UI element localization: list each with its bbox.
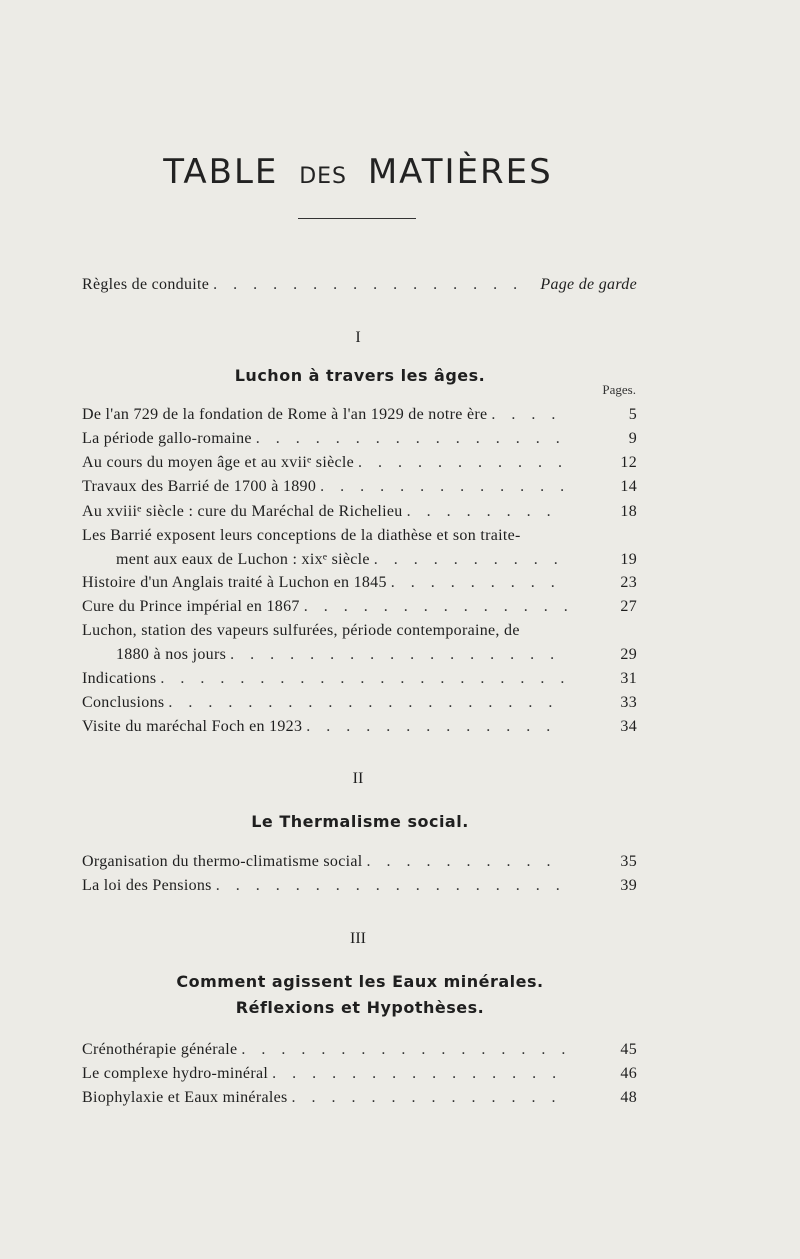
entry-text: Indications — [82, 670, 157, 687]
entry-text: Au cours du moyen âge et au xviiᵉ siècle — [82, 454, 355, 471]
toc-entry — [82, 850, 637, 874]
toc-entry — [82, 874, 637, 898]
dot-leader — [288, 1086, 567, 1110]
dot-leader — [363, 850, 567, 874]
dot-leader — [354, 451, 567, 475]
toc-entry — [82, 715, 637, 739]
toc-entry — [82, 500, 637, 524]
toc-entry — [82, 667, 637, 691]
entry-text-line1: Les Barrié exposent leurs conceptions de la diathèse et son traite- — [82, 527, 521, 544]
section-title: Le Thermalisme social. — [251, 812, 469, 831]
title-word-des: DES — [299, 164, 348, 189]
entry-text-line1: Luchon, station des vapeurs sulfurées, période contemporaine, de — [82, 622, 520, 639]
entry-text: Visite du maréchal Foch en 1923 — [82, 718, 303, 735]
entry-page: 5 — [628, 406, 637, 423]
entry-text: De l'an 729 de la fondation de Rome à l'an 1929 de notre ère — [82, 406, 488, 423]
entry-page: 39 — [620, 877, 637, 894]
toc-entry — [82, 524, 637, 572]
toc-entry — [82, 1086, 637, 1110]
entry-page: 33 — [620, 694, 637, 711]
entry-page: 19 — [620, 551, 637, 568]
pages-column-label: Pages. — [602, 382, 636, 397]
title-divider — [298, 218, 416, 219]
title-word-table: TABLE — [163, 152, 279, 192]
entry-text: Organisation du thermo-climatisme social — [82, 853, 363, 870]
entry-text: 1880 à nos jours — [116, 646, 227, 663]
entry-page: 12 — [620, 454, 637, 471]
entry-text: Au xviiiᵉ siècle : cure du Maréchal de Richelieu — [82, 503, 403, 520]
dot-leader — [164, 691, 567, 715]
page-title — [0, 152, 716, 192]
entry-text: Cure du Prince impérial en 1867 — [82, 598, 300, 615]
entry-text: La période gallo-romaine — [82, 430, 252, 447]
toc-entry — [82, 691, 637, 715]
entry-text: Travaux des Barrié de 1700 à 1890 — [82, 478, 317, 495]
entry-page: 9 — [628, 430, 637, 447]
entry-page: Page de garde — [540, 276, 637, 293]
entry-page: 29 — [620, 646, 637, 663]
entry-page: 18 — [620, 503, 637, 520]
dot-leader — [300, 595, 567, 619]
dot-leader — [403, 500, 567, 524]
entry-page: 48 — [620, 1089, 637, 1106]
section-title: Luchon à travers les âges. — [234, 366, 486, 385]
title-word-matieres: MATIÈRES — [367, 152, 553, 192]
toc-entry — [82, 571, 637, 595]
entry-text: Le complexe hydro-minéral — [82, 1065, 269, 1082]
toc-entry-front — [82, 273, 637, 297]
dot-leader — [268, 1062, 567, 1086]
toc-entry — [82, 619, 637, 667]
toc-entry — [82, 403, 637, 427]
toc-entry — [82, 595, 637, 619]
dot-leader — [212, 874, 567, 898]
dot-leader — [209, 273, 530, 297]
entry-page: 23 — [620, 574, 637, 591]
dot-leader — [252, 427, 567, 451]
entry-text: Conclusions — [82, 694, 165, 711]
entry-page: 46 — [620, 1065, 637, 1082]
entry-page: 14 — [620, 478, 637, 495]
dot-leader — [316, 475, 567, 499]
toc-entry — [82, 1062, 637, 1086]
section-number: III — [350, 930, 366, 947]
entry-text: Règles de conduite — [82, 276, 210, 293]
entry-page: 34 — [620, 718, 637, 735]
toc-entry — [82, 427, 637, 451]
entry-page: 45 — [620, 1041, 637, 1058]
entry-text: Biophylaxie et Eaux minérales — [82, 1089, 288, 1106]
section-title: Comment agissent les Eaux minérales. — [176, 972, 544, 991]
dot-leader — [237, 1038, 567, 1062]
entry-page: 35 — [620, 853, 637, 870]
dot-leader — [370, 548, 567, 572]
entry-text: ment aux eaux de Luchon : xixᵉ siècle — [116, 551, 370, 568]
entry-text: Crénothérapie générale — [82, 1041, 238, 1058]
entry-page: 27 — [620, 598, 637, 615]
toc-entry — [82, 1038, 637, 1062]
dot-leader — [156, 667, 567, 691]
dot-leader — [487, 403, 567, 427]
dot-leader — [302, 715, 567, 739]
entry-page: 31 — [620, 670, 637, 687]
entry-text: Histoire d'un Anglais traité à Luchon en 1845 — [82, 574, 387, 591]
section-number: II — [352, 770, 364, 787]
section-subtitle: Réflexions et Hypothèses. — [235, 998, 485, 1017]
dot-leader — [226, 643, 567, 667]
dot-leader — [387, 571, 567, 595]
toc-entry — [82, 451, 637, 475]
section-number: I — [355, 329, 361, 346]
entry-text: La loi des Pensions — [82, 877, 212, 894]
toc-entry — [82, 475, 637, 499]
